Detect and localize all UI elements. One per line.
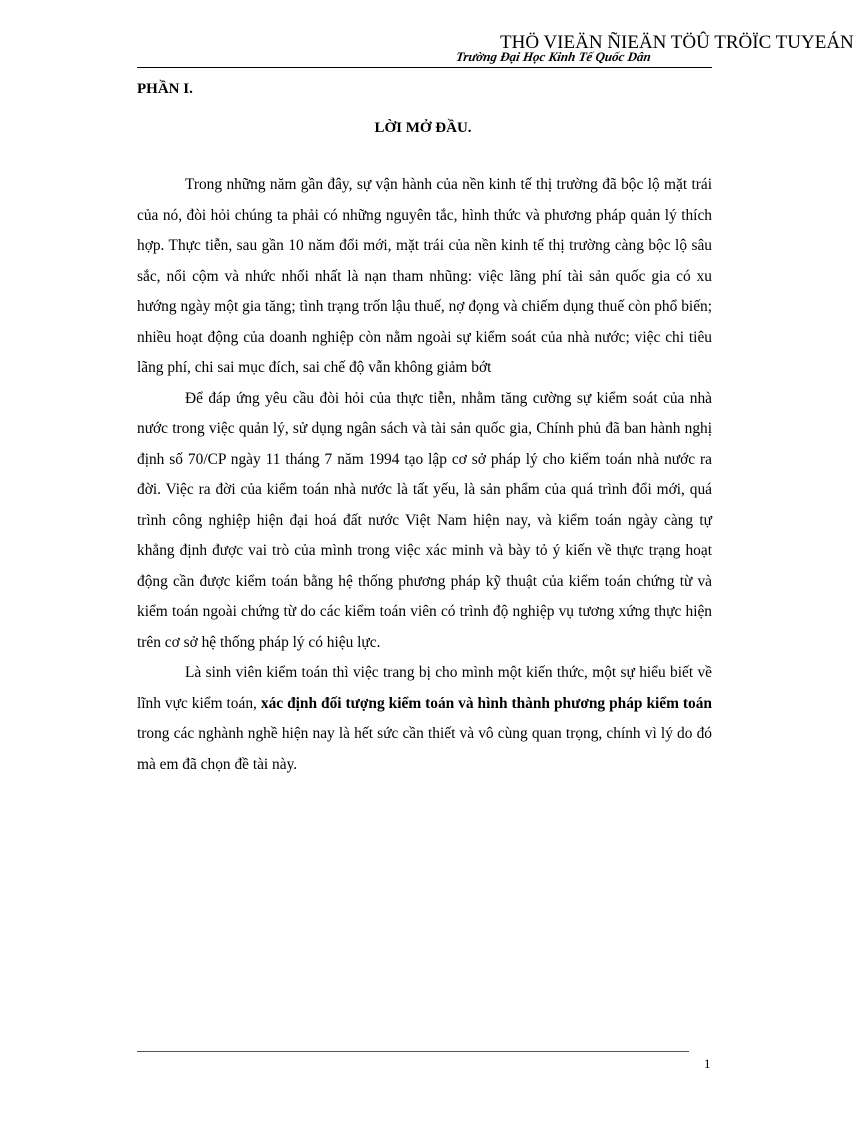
- header-divider: [137, 67, 712, 68]
- paragraph-1: Trong những năm gần đây, sự vận hành của nền kinh tế thị trường đã bộc lộ mặt trái của nó, đòi hỏi chúng ta phải có những nguyên tắc, hình thức và phương pháp quản lý thích hợp. Thực tiễn, sau gần 10 năm đổi mới, mặt trái của nền kinh tế thị trường càng bộc lộ sâu sắc, nổi cộm và nhức nhối nhất là nạn tham nhũng: việc lãng phí tài sản quốc gia có xu hướng ngày một gia tăng; tình trạng trốn lậu thuế, nợ đọng và chiếm dụng thuế còn phổ biến; nhiều hoạt động của doanh nghiệp còn nằm ngoài sự kiểm soát của nhà nước; việc chi tiêu lãng phí, chi sai mục đích, sai chế độ vẫn không giảm bớt: [137, 176, 712, 376]
- section-title: LỜI MỞ ĐẦU.: [374, 120, 472, 136]
- header-school-name: Trường Đại Học Kinh Tế Quốc Dân: [455, 49, 652, 64]
- header-watermark: THÖ VIEÄN ÑIEÄN TÖÛ TRÖÏC TUYEÁN: [500, 32, 854, 53]
- paragraph-3-bold: xác định đối tượng kiểm toán và hình thành phương pháp kiểm toán: [260, 694, 712, 712]
- paragraph-3: [137, 658, 712, 780]
- body-text: [137, 170, 712, 780]
- part-heading: PHẦN I.: [137, 81, 193, 97]
- paragraph-2: Để đáp ứng yêu cầu đòi hỏi của thực tiễn, nhằm tăng cường sự kiểm soát của nhà nước trong việc quản lý, sử dụng ngân sách và tài sản quốc gia, Chính phủ đã ban hành nghị định số 70/CP ngày 11 tháng 7 năm 1994 tạo lập cơ sở pháp lý cho kiểm toán nhà nước ra đời. Việc ra đời của kiểm toán nhà nước là tất yếu, là sản phẩm của quá trình đổi mới, quá trình công nghiệp hiện đại hoá đất nước Việt Nam hiện nay, và kiểm toán ngày càng tự khẳng định được vai trò của mình trong việc xác minh và bày tỏ ý kiến về thực trạng hoạt động cần được kiểm toán bằng hệ thống phương pháp kỹ thuật của kiểm toán chứng từ và kiểm toán ngoài chứng từ do các kiểm toán viên có trình độ nghiệp vụ tương xứng thực hiện trên cơ sở hệ thống pháp lý có hiệu lực.: [137, 389, 712, 651]
- paragraph-3-end: trong các nghành nghề hiện nay là hết sức cần thiết và vô cùng quan trọng, chính vì lý do đó mà em đã chọn đề tài này.: [137, 725, 712, 773]
- page-number: 1: [704, 1056, 711, 1071]
- footer-divider: [137, 1051, 689, 1052]
- paragraph-3-start: Là sinh viên kiểm toán thì việc trang bị cho mình một kiến thức, một sự hiểu biết về lĩnh vực kiểm toán,: [137, 664, 712, 712]
